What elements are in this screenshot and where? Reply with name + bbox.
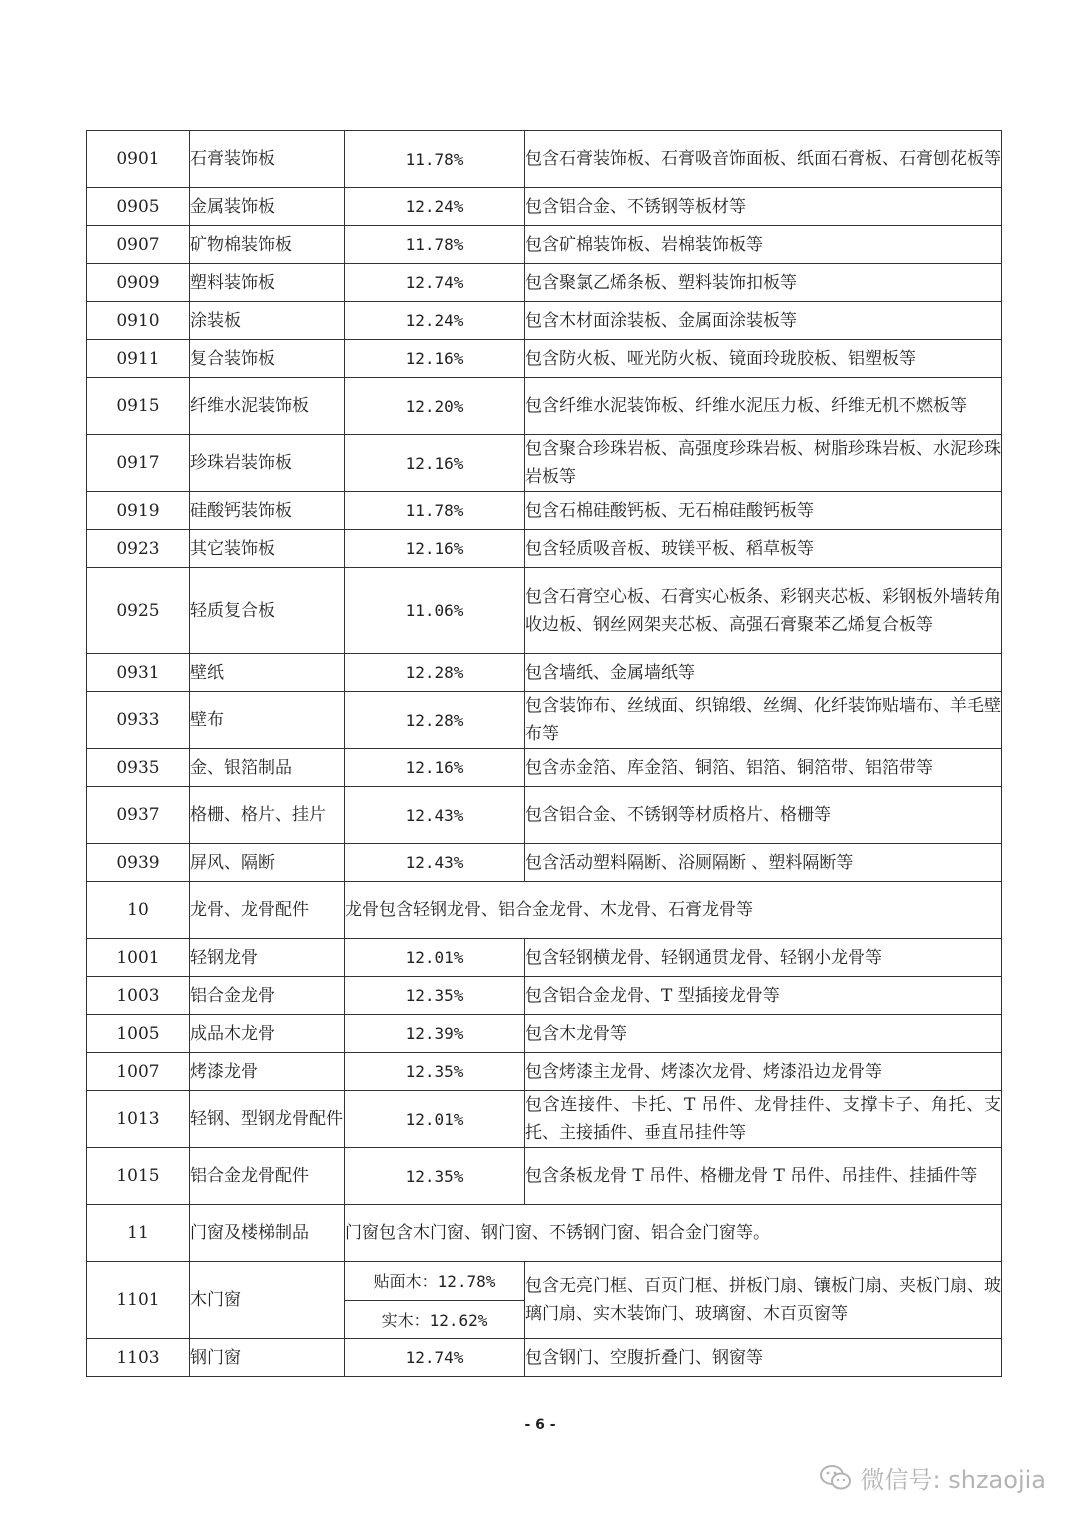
desc-cell: 包含防火板、哑光防火板、镜面玲珑胶板、铝塑板等	[525, 340, 1002, 378]
name-cell: 铝合金龙骨	[190, 977, 345, 1015]
wechat-watermark	[819, 1460, 1046, 1495]
category-desc-cell: 龙骨包含轻钢龙骨、铝合金龙骨、木龙骨、石膏龙骨等	[345, 882, 1002, 939]
name-cell: 钢门窗	[190, 1339, 345, 1377]
desc-cell: 包含活动塑料隔断、浴厕隔断 、塑料隔断等	[525, 844, 1002, 882]
rate-cell: 12.24%	[345, 188, 525, 226]
code-cell: 11	[87, 1205, 190, 1262]
code-cell: 10	[87, 882, 190, 939]
table-row	[87, 787, 1002, 844]
table-row	[87, 188, 1002, 226]
code-cell: 1005	[87, 1015, 190, 1053]
code-cell: 0923	[87, 530, 190, 568]
table-row	[87, 378, 1002, 435]
rate-cell: 12.35%	[345, 1148, 525, 1205]
name-cell: 石膏装饰板	[190, 131, 345, 188]
table-row	[87, 844, 1002, 882]
watermark-text: 微信号: shzaojia	[860, 1466, 1046, 1494]
name-cell: 成品木龙骨	[190, 1015, 345, 1053]
category-desc-cell: 门窗包含木门窗、钢门窗、不锈钢门窗、铝合金门窗等。	[345, 1205, 1002, 1262]
name-cell: 轻质复合板	[190, 568, 345, 654]
name-cell: 屏风、隔断	[190, 844, 345, 882]
rate-cell: 12.74%	[345, 1339, 525, 1377]
name-cell: 烤漆龙骨	[190, 1053, 345, 1091]
code-cell: 1001	[87, 939, 190, 977]
desc-cell: 包含轻质吸音板、玻镁平板、稻草板等	[525, 530, 1002, 568]
table-row	[87, 1262, 1002, 1339]
desc-cell: 包含烤漆主龙骨、烤漆次龙骨、烤漆沿边龙骨等	[525, 1053, 1002, 1091]
rate-cell: 12.01%	[345, 939, 525, 977]
name-cell: 壁布	[190, 692, 345, 749]
table-row	[87, 340, 1002, 378]
rate-cell: 12.16%	[345, 749, 525, 787]
code-cell: 0917	[87, 435, 190, 492]
table-row	[87, 264, 1002, 302]
code-cell: 0933	[87, 692, 190, 749]
name-cell: 涂装板	[190, 302, 345, 340]
desc-cell: 包含矿棉装饰板、岩棉装饰板等	[525, 226, 1002, 264]
rate-cell: 12.28%	[345, 654, 525, 692]
name-cell: 复合装饰板	[190, 340, 345, 378]
rate-table	[86, 130, 1002, 1377]
rate-cell: 12.01%	[345, 1091, 525, 1148]
name-cell: 金属装饰板	[190, 188, 345, 226]
rate-cell: 12.35%	[345, 1053, 525, 1091]
rate-cell: 12.43%	[345, 844, 525, 882]
desc-cell: 包含铝合金、不锈钢等材质格片、格栅等	[525, 787, 1002, 844]
name-cell: 硅酸钙装饰板	[190, 492, 345, 530]
table-row	[87, 1091, 1002, 1148]
name-cell: 铝合金龙骨配件	[190, 1148, 345, 1205]
rate-cell: 11.06%	[345, 568, 525, 654]
rate-subvalue: 实木：12.62%	[345, 1300, 524, 1339]
name-cell: 木门窗	[190, 1262, 345, 1339]
category-row	[87, 1205, 1002, 1262]
table-row	[87, 492, 1002, 530]
desc-cell: 包含木龙骨等	[525, 1015, 1002, 1053]
table-row	[87, 977, 1002, 1015]
name-cell: 轻钢龙骨	[190, 939, 345, 977]
desc-cell: 包含纤维水泥装饰板、纤维水泥压力板、纤维无机不燃板等	[525, 378, 1002, 435]
rate-cell: 12.28%	[345, 692, 525, 749]
rate-cell: 12.16%	[345, 340, 525, 378]
code-cell: 1101	[87, 1262, 190, 1339]
code-cell: 1013	[87, 1091, 190, 1148]
desc-cell: 包含石棉硅酸钙板、无石棉硅酸钙板等	[525, 492, 1002, 530]
code-cell: 0919	[87, 492, 190, 530]
code-cell: 0901	[87, 131, 190, 188]
desc-cell: 包含墙纸、金属墙纸等	[525, 654, 1002, 692]
code-cell: 0909	[87, 264, 190, 302]
name-cell: 龙骨、龙骨配件	[190, 882, 345, 939]
table-row	[87, 1148, 1002, 1205]
code-cell: 1015	[87, 1148, 190, 1205]
rate-table-body	[87, 131, 1002, 1377]
name-cell: 矿物棉装饰板	[190, 226, 345, 264]
table-row	[87, 1339, 1002, 1377]
code-cell: 1007	[87, 1053, 190, 1091]
table-row	[87, 568, 1002, 654]
code-cell: 0937	[87, 787, 190, 844]
table-row	[87, 530, 1002, 568]
code-cell: 1003	[87, 977, 190, 1015]
code-cell: 0911	[87, 340, 190, 378]
table-row	[87, 1053, 1002, 1091]
name-cell: 珍珠岩装饰板	[190, 435, 345, 492]
code-cell: 0931	[87, 654, 190, 692]
rate-cell	[345, 1262, 525, 1339]
name-cell: 金、银箔制品	[190, 749, 345, 787]
category-row	[87, 882, 1002, 939]
name-cell: 其它装饰板	[190, 530, 345, 568]
rate-cell: 12.74%	[345, 264, 525, 302]
rate-cell: 12.16%	[345, 435, 525, 492]
desc-cell: 包含赤金箔、库金箔、铜箔、铝箔、铜箔带、铝箔带等	[525, 749, 1002, 787]
desc-cell: 包含铝合金龙骨、T 型插接龙骨等	[525, 977, 1002, 1015]
desc-cell: 包含装饰布、丝绒面、织锦缎、丝绸、化纤装饰贴墙布、羊毛壁布等	[525, 692, 1002, 749]
desc-cell: 包含石膏空心板、石膏实心板条、彩钢夹芯板、彩钢板外墙转角收边板、钢丝网架夹芯板、高强石膏聚苯乙烯复合板等	[525, 568, 1002, 654]
name-cell: 壁纸	[190, 654, 345, 692]
table-row	[87, 749, 1002, 787]
code-cell: 0925	[87, 568, 190, 654]
rate-cell: 11.78%	[345, 131, 525, 188]
desc-cell: 包含聚氯乙烯条板、塑料装饰扣板等	[525, 264, 1002, 302]
desc-cell: 包含铝合金、不锈钢等板材等	[525, 188, 1002, 226]
rate-cell: 11.78%	[345, 226, 525, 264]
code-cell: 1103	[87, 1339, 190, 1377]
rate-cell: 12.35%	[345, 977, 525, 1015]
name-cell: 纤维水泥装饰板	[190, 378, 345, 435]
name-cell: 轻钢、型钢龙骨配件	[190, 1091, 345, 1148]
desc-cell: 包含条板龙骨 T 吊件、格栅龙骨 T 吊件、吊挂件、挂插件等	[525, 1148, 1002, 1205]
rate-cell: 12.39%	[345, 1015, 525, 1053]
code-cell: 0905	[87, 188, 190, 226]
desc-cell: 包含石膏装饰板、石膏吸音饰面板、纸面石膏板、石膏刨花板等	[525, 131, 1002, 188]
table-row	[87, 654, 1002, 692]
table-row	[87, 435, 1002, 492]
rate-subvalue: 贴面木：12.78%	[373, 1272, 496, 1292]
desc-cell: 包含木材面涂装板、金属面涂装板等	[525, 302, 1002, 340]
table-row	[87, 1015, 1002, 1053]
rate-cell: 12.16%	[345, 530, 525, 568]
desc-cell: 包含轻钢横龙骨、轻钢通贯龙骨、轻钢小龙骨等	[525, 939, 1002, 977]
table-row	[87, 131, 1002, 188]
page-number: - 6 -	[524, 1417, 556, 1433]
code-cell: 0915	[87, 378, 190, 435]
desc-cell: 包含聚合珍珠岩板、高强度珍珠岩板、树脂珍珠岩板、水泥珍珠岩板等	[525, 435, 1002, 492]
code-cell: 0935	[87, 749, 190, 787]
name-cell: 格栅、格片、挂片	[190, 787, 345, 844]
rate-cell: 12.43%	[345, 787, 525, 844]
wechat-icon	[819, 1464, 853, 1492]
rate-cell: 12.24%	[345, 302, 525, 340]
table-row	[87, 939, 1002, 977]
code-cell: 0907	[87, 226, 190, 264]
code-cell: 0939	[87, 844, 190, 882]
table-row	[87, 302, 1002, 340]
rate-cell: 11.78%	[345, 492, 525, 530]
desc-cell: 包含连接件、卡托、T 吊件、龙骨挂件、支撑卡子、角托、支托、主接插件、垂直吊挂件等	[525, 1091, 1002, 1148]
code-cell: 0910	[87, 302, 190, 340]
name-cell: 门窗及楼梯制品	[190, 1205, 345, 1262]
table-row	[87, 226, 1002, 264]
rate-cell: 12.20%	[345, 378, 525, 435]
desc-cell: 包含无亮门框、百页门框、拼板门扇、镶板门扇、夹板门扇、玻璃门扇、实木装饰门、玻璃窗、木百页窗等	[525, 1262, 1002, 1339]
table-row	[87, 692, 1002, 749]
name-cell: 塑料装饰板	[190, 264, 345, 302]
desc-cell: 包含钢门、空腹折叠门、钢窗等	[525, 1339, 1002, 1377]
